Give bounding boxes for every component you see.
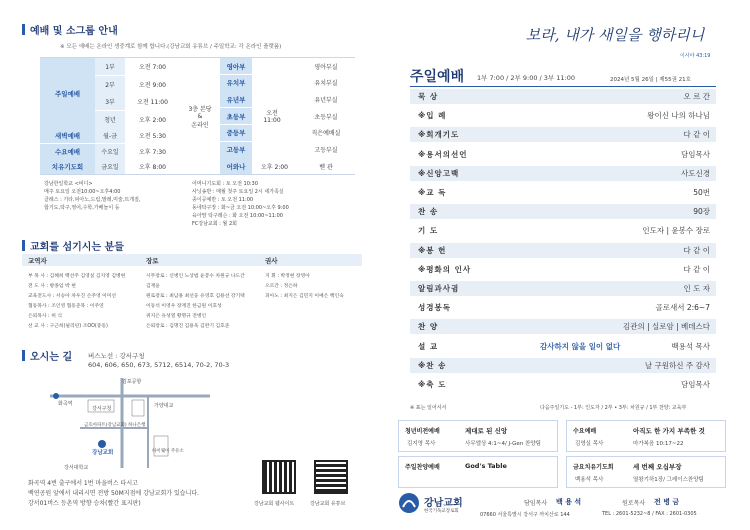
worship-order-row: [410, 127, 716, 142]
worship-order-row: [410, 223, 716, 238]
worship-order-row: [410, 377, 716, 392]
worship-order-item: 묵 상: [418, 92, 439, 101]
service-info-title: God's Table: [465, 462, 507, 470]
service-name: 수요예배: [40, 144, 95, 159]
map-church: 강남교회: [92, 450, 114, 456]
pastor-name: 백 용 석: [556, 498, 582, 506]
service-info-title: 세 번째 오십부장: [633, 463, 682, 471]
service-info-name: 주일찬양예배: [405, 464, 440, 471]
department-room: 유치부실: [314, 80, 338, 88]
worship-order-row: [410, 108, 716, 123]
sunday-service-time: 오전 11:00: [137, 99, 168, 106]
program-line: 동네탁구장 : 화~금 오전 10:00~오후 9:00: [192, 205, 289, 211]
sunday-service-number: 1부: [95, 58, 125, 75]
worship-order-item: 성경봉독: [418, 303, 451, 313]
staff-head-elders: 장로: [146, 257, 159, 265]
worship-order-content: 다 같 이: [683, 245, 710, 255]
worship-order-item: ※봉 헌: [418, 245, 447, 255]
stand-note: ※ 표는 일어서서: [410, 405, 447, 411]
staff-line: 퀴지은 유성열 황명규 전병인: [146, 314, 207, 319]
service-info-box: [566, 420, 726, 452]
staff-line: 지 휘 : 박정현 장영아: [265, 274, 310, 279]
qr-website-icon[interactable]: [262, 460, 296, 494]
service-info-box: [398, 420, 558, 452]
service-info-preacher: 김지영 목사: [407, 441, 436, 447]
bus-numbers: 604, 606, 650, 673, 5712, 6514, 70-2, 70-3: [88, 361, 230, 369]
elder-pastor-name: 전 병 금: [654, 498, 680, 506]
dept-time: 오전 11:00: [263, 110, 281, 124]
worship-order-row: [410, 262, 716, 277]
worship-order-item: ※축 도: [418, 380, 447, 389]
staff-line: 오르간 : 정은하: [265, 284, 298, 289]
program-line: 어머니기도회 : 토 오전 10:30: [192, 181, 258, 187]
leaders-note: 다음주일기도 - 1부: 인도자 / 2부 • 3부: 차원규 / 1부 찬양: 교육부: [540, 405, 687, 411]
qr-youtube-label: 강남교회 유튜브: [310, 501, 346, 507]
department-name: 유년부: [220, 91, 252, 107]
worship-order-item: ※용서의선언: [418, 149, 468, 159]
map-gangseo-office: 강서구청: [92, 406, 112, 412]
staff-head-deacons: 권사: [265, 257, 278, 265]
sunday-service-time: 오전 9:00: [139, 81, 166, 89]
worship-order-content: 백용석 목사: [671, 341, 710, 351]
church-address: 07660 서울특별시 강서구 까치산로 144: [480, 512, 570, 518]
worship-order-item: 알림과사귐: [418, 284, 460, 293]
worship-order-row: [410, 147, 716, 162]
service-info-scripture: 사무엘상 4:1~4/ J-Gen 찬양팀: [465, 441, 541, 447]
qr-website-label: 강남교회 웹사이트: [254, 501, 295, 507]
worship-order-item: ※신앙고백: [418, 168, 460, 178]
worship-order-row: [410, 185, 716, 200]
program-line: 육아맘 탁구레슨 : 화 오전 10:00~11:00: [192, 213, 283, 219]
worship-order-item: ※교 독: [418, 188, 447, 197]
department-name: 초등부: [220, 108, 252, 124]
worship-order-row: [410, 204, 716, 219]
service-name: 새벽예배: [40, 128, 95, 143]
direction-line: 화곡역 4번 출구에서 1번 마을버스 타시고: [28, 480, 138, 487]
sunday-service-time: 오전 7:00: [139, 64, 166, 71]
sunday-times: 1부 7:00 / 2부 9:00 / 3부 11:00: [477, 74, 576, 82]
worship-order-content: 담임목사: [681, 380, 710, 389]
bus-label: 버스노선 : 강서구청: [88, 352, 145, 360]
staff-line: 은퇴장로 : 김명진 김용욱 김완기 김호준: [146, 324, 230, 329]
worship-order-content: 인 도 자: [683, 284, 710, 293]
bulletin-date: 2024년 5월 26일 | 제55권 21호: [610, 77, 691, 83]
program-line: 종이공예반 : 토 오전 11:00: [192, 197, 254, 203]
staff-line: 피아노 : 최지은 김민지 이예은 백인숙: [265, 294, 344, 299]
church-denomination: 한국기독교장로회: [424, 509, 459, 514]
worship-note: ※ 모든 예배는 온라인 생중계로 함께 합니다.(강남교회 유튜브 / 주일학교: 각 온라인 플랫폼): [60, 44, 282, 50]
service-info-scripture: 열왕기하1장/ 그레이스찬양팀: [633, 477, 704, 483]
program-line: FC강남교회 : 월 2회: [192, 221, 237, 227]
service-day: 수요일: [95, 144, 125, 159]
worship-order-row: [410, 166, 716, 181]
department-name: 유치부: [220, 75, 252, 91]
service-time: 오전 5:30: [139, 133, 166, 140]
staff-head-pastors: 교역자: [28, 257, 47, 265]
worship-order-row: [410, 243, 716, 258]
worship-order-item: ※찬 송: [418, 360, 447, 370]
worship-order-item: ※입 례: [418, 111, 447, 121]
staff-line: 김재윤: [146, 284, 160, 289]
banner-ref: 이사야 43:19: [680, 53, 711, 59]
staff-line: 부 목 사 : 김혜희 백선주 김영실 김지영 김병현: [28, 274, 126, 279]
location-label: 3층 본당 & 온라인: [188, 105, 212, 129]
after-school-line: 클래스 : 기타,피아노,드럼,발레,미술,뜨개질,: [44, 197, 141, 203]
worship-order-content: 담임목사: [681, 149, 710, 159]
after-school-line: 합기도,탁구,영어,수학,가베놀이 등: [44, 205, 120, 211]
department-room: 고등부실: [314, 147, 338, 154]
map-section-title: 오시는 길: [22, 348, 72, 363]
service-time: 오후 8:00: [139, 164, 166, 171]
service-info-name: 금요치유기도회: [573, 464, 614, 471]
staff-line: 시무장로 : 신병인 노상범 윤봉수 차원규 나도간: [146, 274, 245, 279]
staff-line: 선 교 사 : 구근희(필리핀) 조OO(중동): [28, 324, 108, 329]
service-info-preacher: 백용석 목사: [575, 477, 604, 483]
map-airport: 김포공항: [122, 379, 142, 385]
service-day: 월-금: [95, 128, 125, 143]
worship-order-item: ※평화의 인사: [418, 264, 472, 274]
awana-time: 오후 2:00: [261, 163, 288, 171]
worship-order-content: 사도신경: [681, 168, 710, 178]
sunday-service-number: 2부: [95, 76, 125, 93]
sunday-worship-label: 주일예배: [40, 58, 95, 128]
qr-youtube-icon[interactable]: [314, 460, 348, 494]
pastor-label: 담임목사: [524, 500, 548, 507]
map-univ: 강서대학교: [64, 465, 89, 471]
staff-line: 이동석 이영우 장재진 한금원 이호성: [146, 304, 222, 309]
worship-order-row: [410, 300, 716, 315]
worship-order-content: 다 같 이: [683, 130, 710, 140]
department-name: 중등부: [220, 125, 252, 141]
worship-order-row: [410, 339, 716, 354]
map-hwagok: 화곡역: [58, 401, 73, 407]
direction-line: 백연공원 앞에서 내리시면 전방 50M지점에 강남교회가 있습니다.: [28, 490, 200, 497]
department-room: 영아부실: [314, 63, 338, 71]
banner-verse: 보라, 내가 새일을 행하리니: [525, 25, 705, 44]
awana-place: 벧 관: [319, 163, 333, 171]
sunday-service-number: 3부: [95, 93, 125, 110]
worship-order-item: 찬 송: [418, 207, 439, 217]
service-day: 금요일: [95, 159, 125, 174]
worship-order-item: ※회개기도: [418, 130, 460, 140]
elder-pastor-label: 원로목사: [622, 500, 646, 507]
service-info-name: 수요예배: [573, 428, 597, 435]
worship-order-item: 설 교: [418, 341, 439, 351]
staff-section-title: 교회를 섬기시는 분들: [22, 238, 124, 253]
staff-line: 전 도 사 : 방종임 박 현: [28, 284, 76, 289]
after-school-line: 강남한일학교 <비디>: [44, 181, 93, 187]
worship-order-content: 90장: [693, 207, 710, 217]
worship-order-content: 골로새서 2:6~7: [655, 303, 710, 313]
awana-label: 어와나: [220, 158, 252, 174]
map-bridge: 가양대교: [154, 403, 174, 409]
sunday-service-time: 오후 2:00: [139, 116, 166, 124]
church-name: 강남교회: [424, 498, 463, 509]
service-name: 치유기도회: [40, 159, 95, 174]
service-info-title: 아직도 한 가지 부족한 것: [633, 427, 705, 435]
worship-order-row: [410, 358, 716, 373]
service-info-title: 제대로 된 신앙: [465, 427, 508, 435]
worship-order-content: 날 구원하신 주 감사: [644, 360, 710, 370]
staff-line: 협동목사 : 조인영 협동준목 : 이주연: [28, 304, 104, 309]
staff-line: 교육전도사 : 서승아 차우진 손주영 이미선: [28, 294, 117, 299]
church-logo-icon: [398, 492, 420, 514]
service-info-box: [566, 456, 726, 488]
sunday-title: 주일예배: [410, 69, 465, 85]
program-line: 사닝송반 : 매월 첫주 토요일 2시 세가족실: [192, 189, 284, 195]
worship-order-content: 왕이신 나의 하나님: [647, 111, 710, 121]
worship-order-content: 김관의 | 실로암 | 베데스다: [622, 322, 710, 332]
map-gas: 하이웨이 주유소: [152, 449, 184, 454]
department-name: 영아부: [220, 58, 252, 74]
department-name: 고등부: [220, 142, 252, 158]
worship-order-row: [410, 319, 716, 334]
staff-line: 은퇴목사 : 허 식: [28, 314, 62, 319]
sermon-title: 감사하지 않을 일이 없다: [540, 341, 621, 351]
direction-line: 강서01버스 등촌역 방향 승차(빨간 표지판): [28, 500, 141, 507]
worship-order-item: 찬 양: [418, 322, 439, 332]
worship-order-content: 인도자 | 윤봉수 장로: [642, 226, 710, 236]
department-room: 직은예배실: [311, 130, 341, 138]
worship-order-content: 50번: [693, 188, 710, 197]
service-info-scripture: 마가복음 10:17~22: [633, 441, 684, 447]
after-school-line: 매주 토요일 오전10:00~오후4:00: [44, 189, 121, 195]
service-info-box: [398, 456, 558, 488]
worship-order-content: 다 같 이: [683, 264, 710, 274]
sunday-service-number: 청년: [95, 111, 125, 128]
church-tel: TEL : 2601-5232~8 / FAX : 2601-0305: [602, 511, 697, 517]
worship-section-title: 예배 및 소그룹 안내: [22, 22, 118, 37]
service-info-preacher: 김영실 목사: [575, 441, 604, 447]
worship-order-content: 오 르 간: [683, 92, 710, 101]
worship-order-row: [410, 89, 716, 104]
staff-line: 원로장로 : 최남용 최선웅 유영호 김용선 강기택: [146, 294, 245, 299]
service-time: 오후 7:30: [139, 148, 166, 156]
map-branch: 금호아파트(강남교회) 하나은행: [84, 423, 146, 428]
worship-order-item: 기 도: [418, 226, 439, 236]
department-room: 초등부실: [314, 113, 338, 121]
worship-order-row: [410, 281, 716, 296]
department-room: 유년부실: [314, 96, 338, 104]
service-info-name: 청년비전예배: [405, 428, 440, 435]
